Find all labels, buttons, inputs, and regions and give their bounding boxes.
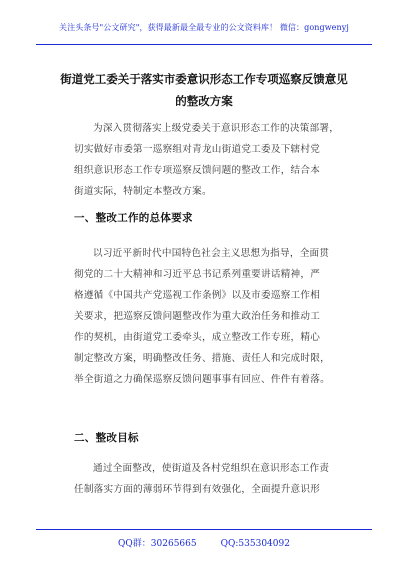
footer-contacts (0, 536, 408, 549)
paragraph-line: 彻党的二十大精神和习近平总书记系列重要讲话精神，严 (74, 269, 321, 280)
section-heading-goals: 二、整改目标 (74, 432, 139, 444)
paragraph-line: 关要求，把巡察反馈问题整改作为重大政治任务和推动工 (74, 311, 321, 322)
paragraph-line: 任制落实方面的薄弱环节得到有效强化，全面提升意识形 (74, 484, 321, 495)
paragraph-line: 组织意识形态工作专项巡察反馈问题的整改工作，结合本 (74, 165, 321, 176)
paragraph-line: 切实做好市委第一巡察组对青龙山街道党工委及下辖村党 (74, 144, 321, 155)
paragraph-line: 为深入贯彻落实上级党委关于意识形态工作的决策部署， (93, 123, 340, 134)
qq-number: QQ:535304092 (220, 539, 290, 549)
paragraph-line: 制定整改方案，明确整改任务、措施、责任人和完成时限， (74, 353, 330, 364)
paragraph-line: 通过全面整改，使街道及各村党组织在意识形态工作责 (93, 463, 330, 474)
qq-group-number: QQ群：30265665 (118, 539, 197, 549)
section-body-goals (74, 458, 358, 500)
header-divider (36, 44, 372, 45)
section-body-requirements (74, 243, 358, 390)
section-heading-requirements: 一、整改工作的总体要求 (74, 212, 193, 224)
paragraph-line: 街道实际，特制定本整改方案。 (74, 186, 212, 197)
title-line: 街道党工委关于落实市委意识形态工作专项巡察反馈意见 (60, 72, 348, 86)
intro-paragraph (74, 118, 358, 202)
title-line: 的整改方案 (175, 94, 233, 108)
paragraph-line: 格遵循《中国共产党巡视工作条例》以及市委巡察工作相 (74, 290, 321, 301)
header-banner: 关注头条号"公文研究"，获得最新最全最专业的公文资料库！ 微信：gongwenyj (59, 23, 349, 32)
paragraph-line: 作的契机，由街道党工委牵头，成立整改工作专班，精心 (74, 332, 321, 343)
paragraph-line: 以习近平新时代中国特色社会主义思想为指导，全面贯 (93, 248, 330, 259)
paragraph-line: 举全街道之力确保巡察反馈问题事事有回应、件件有着落。 (74, 374, 330, 385)
footer-divider (36, 529, 372, 530)
document-title (40, 68, 368, 112)
